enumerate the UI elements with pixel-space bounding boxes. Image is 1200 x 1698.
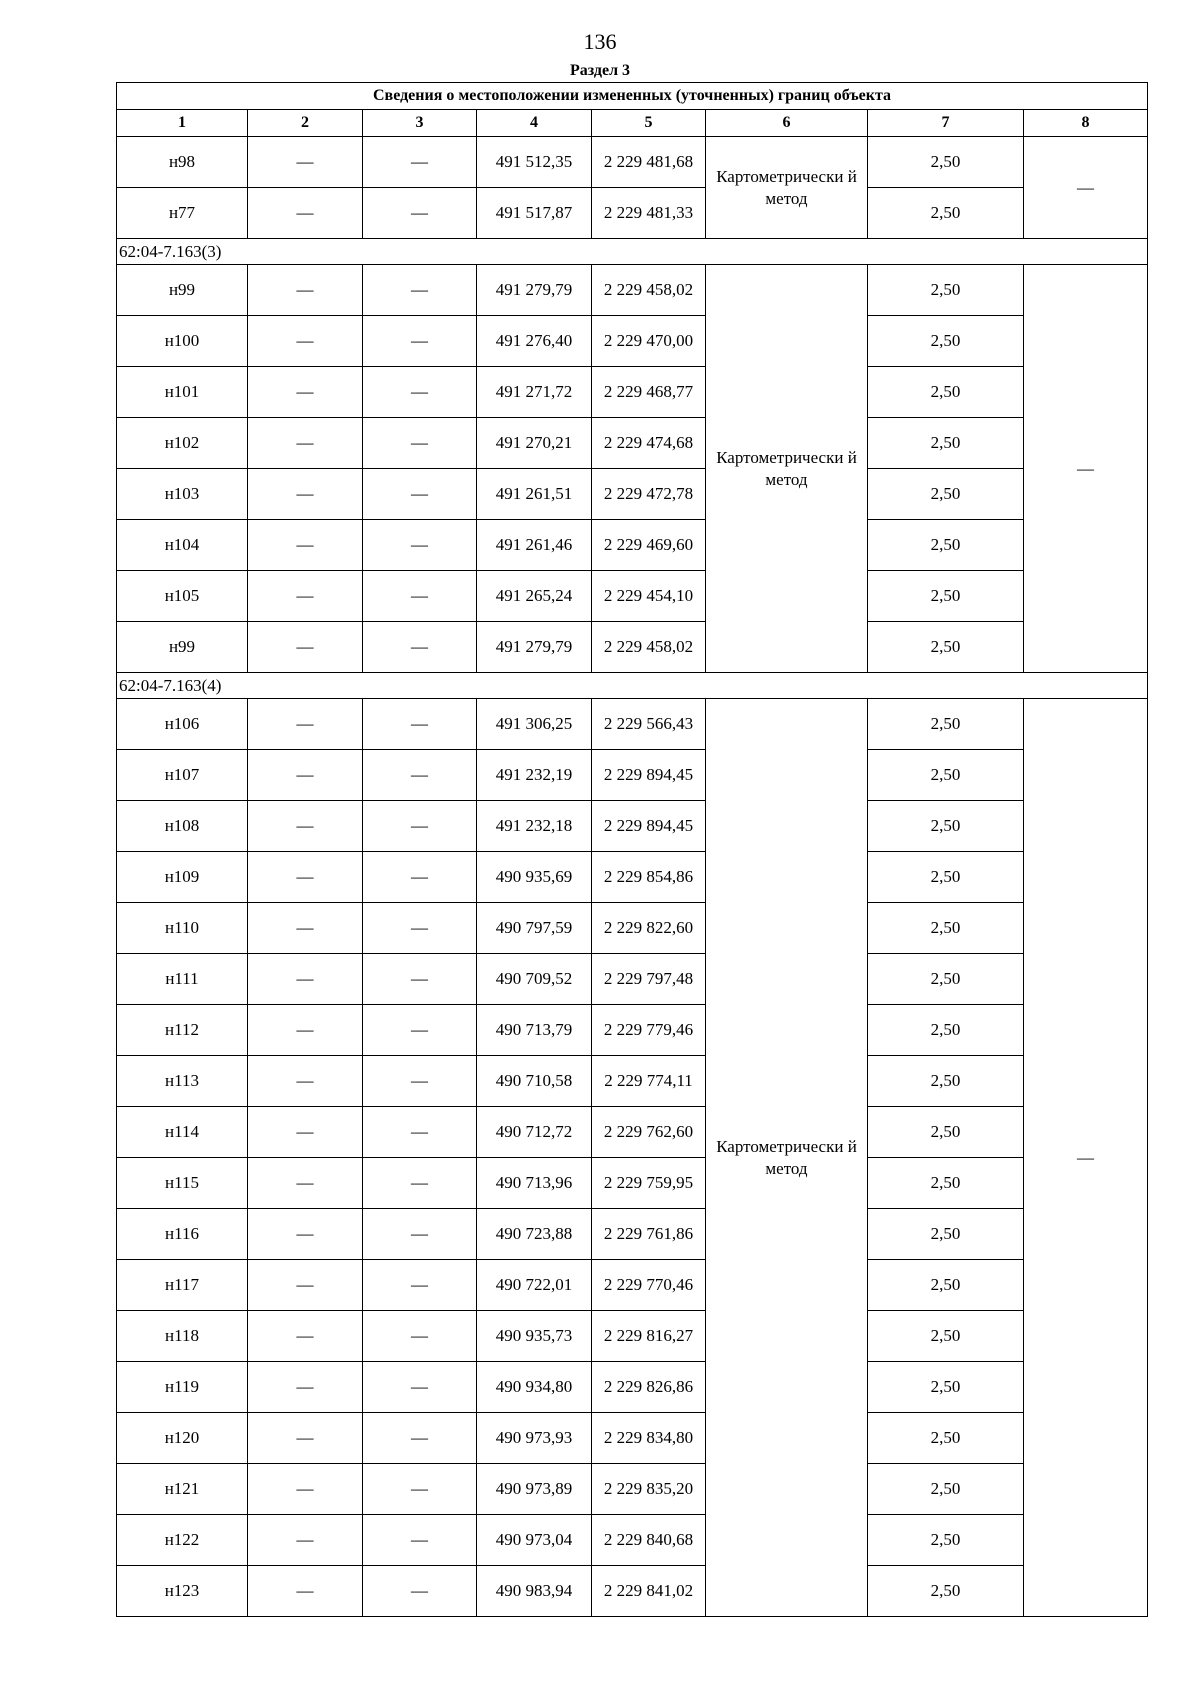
- x-coordinate-cell: 490 934,80: [477, 1362, 592, 1413]
- point-name-cell: н103: [117, 469, 248, 520]
- precision-cell: 2,50: [868, 1464, 1024, 1515]
- column-number: 5: [592, 110, 706, 137]
- column-number: 1: [117, 110, 248, 137]
- precision-cell: 2,50: [868, 265, 1024, 316]
- table-row: [117, 801, 1148, 852]
- precision-cell: 2,50: [868, 137, 1024, 188]
- y-coordinate-cell: 2 229 840,68: [592, 1515, 706, 1566]
- method-cell: Картометрически й метод: [706, 699, 868, 1617]
- column-3-cell: —: [363, 520, 477, 571]
- y-coordinate-cell: 2 229 854,86: [592, 852, 706, 903]
- table-row: [117, 1107, 1148, 1158]
- column-3-cell: —: [363, 1107, 477, 1158]
- y-coordinate-cell: 2 229 468,77: [592, 367, 706, 418]
- precision-cell: 2,50: [868, 1566, 1024, 1617]
- point-name-cell: н120: [117, 1413, 248, 1464]
- column-3-cell: —: [363, 367, 477, 418]
- precision-cell: 2,50: [868, 188, 1024, 239]
- x-coordinate-cell: 490 712,72: [477, 1107, 592, 1158]
- column-3-cell: —: [363, 265, 477, 316]
- y-coordinate-cell: 2 229 469,60: [592, 520, 706, 571]
- x-coordinate-cell: 490 797,59: [477, 903, 592, 954]
- x-coordinate-cell: 490 973,04: [477, 1515, 592, 1566]
- column-3-cell: —: [363, 1566, 477, 1617]
- column-3-cell: —: [363, 1362, 477, 1413]
- point-name-cell: н106: [117, 699, 248, 750]
- column-2-cell: —: [248, 1209, 363, 1260]
- y-coordinate-cell: 2 229 481,68: [592, 137, 706, 188]
- precision-cell: 2,50: [868, 1158, 1024, 1209]
- point-name-cell: н104: [117, 520, 248, 571]
- precision-cell: 2,50: [868, 750, 1024, 801]
- x-coordinate-cell: 490 973,89: [477, 1464, 592, 1515]
- precision-cell: 2,50: [868, 1362, 1024, 1413]
- table-row: [117, 852, 1148, 903]
- table-caption: Сведения о местоположении измененных (уточненных) границ объекта: [117, 83, 1148, 110]
- column-2-cell: —: [248, 1260, 363, 1311]
- x-coordinate-cell: 490 983,94: [477, 1566, 592, 1617]
- point-name-cell: н109: [117, 852, 248, 903]
- x-coordinate-cell: 491 270,21: [477, 418, 592, 469]
- precision-cell: 2,50: [868, 1515, 1024, 1566]
- precision-cell: 2,50: [868, 1209, 1024, 1260]
- point-name-cell: н77: [117, 188, 248, 239]
- method-cell: Картометрически й метод: [706, 137, 868, 239]
- precision-cell: 2,50: [868, 1413, 1024, 1464]
- column-3-cell: —: [363, 852, 477, 903]
- column-2-cell: —: [248, 903, 363, 954]
- precision-cell: 2,50: [868, 520, 1024, 571]
- x-coordinate-cell: 490 973,93: [477, 1413, 592, 1464]
- y-coordinate-cell: 2 229 894,45: [592, 801, 706, 852]
- column-2-cell: —: [248, 1056, 363, 1107]
- y-coordinate-cell: 2 229 474,68: [592, 418, 706, 469]
- column-2-cell: —: [248, 1158, 363, 1209]
- y-coordinate-cell: 2 229 826,86: [592, 1362, 706, 1413]
- column-3-cell: —: [363, 1515, 477, 1566]
- table-row: [117, 1209, 1148, 1260]
- point-name-cell: н123: [117, 1566, 248, 1617]
- column-2-cell: —: [248, 1464, 363, 1515]
- column-3-cell: —: [363, 1260, 477, 1311]
- y-coordinate-cell: 2 229 762,60: [592, 1107, 706, 1158]
- x-coordinate-cell: 490 710,58: [477, 1056, 592, 1107]
- precision-cell: 2,50: [868, 367, 1024, 418]
- table-row: [117, 1464, 1148, 1515]
- column-2-cell: —: [248, 699, 363, 750]
- y-coordinate-cell: 2 229 566,43: [592, 699, 706, 750]
- column-3-cell: —: [363, 316, 477, 367]
- table-row: [117, 469, 1148, 520]
- point-name-cell: н119: [117, 1362, 248, 1413]
- column-8-cell: —: [1024, 265, 1148, 673]
- table-row: [117, 1260, 1148, 1311]
- column-2-cell: —: [248, 520, 363, 571]
- table-row: [117, 1311, 1148, 1362]
- table-row: [117, 903, 1148, 954]
- column-2-cell: —: [248, 1413, 363, 1464]
- x-coordinate-cell: 491 271,72: [477, 367, 592, 418]
- precision-cell: 2,50: [868, 469, 1024, 520]
- x-coordinate-cell: 491 265,24: [477, 571, 592, 622]
- column-2-cell: —: [248, 188, 363, 239]
- column-2-cell: —: [248, 954, 363, 1005]
- y-coordinate-cell: 2 229 481,33: [592, 188, 706, 239]
- table-row: [117, 367, 1148, 418]
- x-coordinate-cell: 490 722,01: [477, 1260, 592, 1311]
- column-3-cell: —: [363, 903, 477, 954]
- table-row: [117, 1413, 1148, 1464]
- boundary-points-table: [116, 82, 1148, 1617]
- group-label: 62:04-7.163(4): [117, 673, 1148, 699]
- column-2-cell: —: [248, 469, 363, 520]
- x-coordinate-cell: 491 279,79: [477, 622, 592, 673]
- point-name-cell: н111: [117, 954, 248, 1005]
- x-coordinate-cell: 491 517,87: [477, 188, 592, 239]
- column-3-cell: —: [363, 1158, 477, 1209]
- table-caption-row: [117, 83, 1148, 110]
- point-name-cell: н100: [117, 316, 248, 367]
- column-3-cell: —: [363, 1311, 477, 1362]
- column-number: 4: [477, 110, 592, 137]
- column-2-cell: —: [248, 750, 363, 801]
- column-2-cell: —: [248, 418, 363, 469]
- precision-cell: 2,50: [868, 852, 1024, 903]
- y-coordinate-cell: 2 229 458,02: [592, 265, 706, 316]
- precision-cell: 2,50: [868, 571, 1024, 622]
- column-number-row: [117, 110, 1148, 137]
- point-name-cell: н122: [117, 1515, 248, 1566]
- y-coordinate-cell: 2 229 835,20: [592, 1464, 706, 1515]
- group-label: 62:04-7.163(3): [117, 239, 1148, 265]
- column-2-cell: —: [248, 1515, 363, 1566]
- table-row: [117, 954, 1148, 1005]
- x-coordinate-cell: 491 261,46: [477, 520, 592, 571]
- y-coordinate-cell: 2 229 454,10: [592, 571, 706, 622]
- point-name-cell: н114: [117, 1107, 248, 1158]
- precision-cell: 2,50: [868, 903, 1024, 954]
- column-3-cell: —: [363, 469, 477, 520]
- table-row: [117, 418, 1148, 469]
- column-3-cell: —: [363, 188, 477, 239]
- precision-cell: 2,50: [868, 1260, 1024, 1311]
- column-2-cell: —: [248, 622, 363, 673]
- precision-cell: 2,50: [868, 418, 1024, 469]
- column-2-cell: —: [248, 1107, 363, 1158]
- table-row: [117, 1056, 1148, 1107]
- column-3-cell: —: [363, 750, 477, 801]
- point-name-cell: н115: [117, 1158, 248, 1209]
- y-coordinate-cell: 2 229 894,45: [592, 750, 706, 801]
- table-row: [117, 750, 1148, 801]
- column-8-cell: —: [1024, 137, 1148, 239]
- y-coordinate-cell: 2 229 841,02: [592, 1566, 706, 1617]
- table-row: [117, 188, 1148, 239]
- column-3-cell: —: [363, 137, 477, 188]
- precision-cell: 2,50: [868, 622, 1024, 673]
- point-name-cell: н117: [117, 1260, 248, 1311]
- column-2-cell: —: [248, 137, 363, 188]
- column-3-cell: —: [363, 1413, 477, 1464]
- column-3-cell: —: [363, 1005, 477, 1056]
- y-coordinate-cell: 2 229 779,46: [592, 1005, 706, 1056]
- x-coordinate-cell: 490 713,96: [477, 1158, 592, 1209]
- table-row: [117, 571, 1148, 622]
- point-name-cell: н110: [117, 903, 248, 954]
- point-name-cell: н107: [117, 750, 248, 801]
- x-coordinate-cell: 491 279,79: [477, 265, 592, 316]
- point-name-cell: н102: [117, 418, 248, 469]
- table-row: [117, 265, 1148, 316]
- column-number: 3: [363, 110, 477, 137]
- column-8-cell: —: [1024, 699, 1148, 1617]
- precision-cell: 2,50: [868, 1107, 1024, 1158]
- x-coordinate-cell: 491 512,35: [477, 137, 592, 188]
- column-2-cell: —: [248, 571, 363, 622]
- column-3-cell: —: [363, 954, 477, 1005]
- y-coordinate-cell: 2 229 797,48: [592, 954, 706, 1005]
- column-3-cell: —: [363, 622, 477, 673]
- column-3-cell: —: [363, 1464, 477, 1515]
- precision-cell: 2,50: [868, 1311, 1024, 1362]
- column-number: 2: [248, 110, 363, 137]
- point-name-cell: н121: [117, 1464, 248, 1515]
- table-row: [117, 316, 1148, 367]
- column-3-cell: —: [363, 571, 477, 622]
- x-coordinate-cell: 490 723,88: [477, 1209, 592, 1260]
- precision-cell: 2,50: [868, 801, 1024, 852]
- table-row: [117, 1158, 1148, 1209]
- x-coordinate-cell: 490 935,73: [477, 1311, 592, 1362]
- point-name-cell: н105: [117, 571, 248, 622]
- precision-cell: 2,50: [868, 699, 1024, 750]
- point-name-cell: н118: [117, 1311, 248, 1362]
- section-title: Раздел 3: [569, 62, 631, 79]
- y-coordinate-cell: 2 229 770,46: [592, 1260, 706, 1311]
- point-name-cell: н99: [117, 622, 248, 673]
- y-coordinate-cell: 2 229 822,60: [592, 903, 706, 954]
- precision-cell: 2,50: [868, 316, 1024, 367]
- table-row: [117, 520, 1148, 571]
- x-coordinate-cell: 491 276,40: [477, 316, 592, 367]
- table-row: [117, 699, 1148, 750]
- table-body: [117, 83, 1148, 1617]
- table-row: [117, 1362, 1148, 1413]
- table-row: [117, 1515, 1148, 1566]
- point-name-cell: н101: [117, 367, 248, 418]
- column-2-cell: —: [248, 265, 363, 316]
- column-3-cell: —: [363, 1056, 477, 1107]
- y-coordinate-cell: 2 229 816,27: [592, 1311, 706, 1362]
- column-2-cell: —: [248, 1311, 363, 1362]
- x-coordinate-cell: 490 709,52: [477, 954, 592, 1005]
- point-name-cell: н112: [117, 1005, 248, 1056]
- x-coordinate-cell: 491 261,51: [477, 469, 592, 520]
- precision-cell: 2,50: [868, 1056, 1024, 1107]
- column-2-cell: —: [248, 367, 363, 418]
- method-cell: Картометрически й метод: [706, 265, 868, 673]
- column-3-cell: —: [363, 699, 477, 750]
- y-coordinate-cell: 2 229 458,02: [592, 622, 706, 673]
- y-coordinate-cell: 2 229 761,86: [592, 1209, 706, 1260]
- point-name-cell: н98: [117, 137, 248, 188]
- column-2-cell: —: [248, 1566, 363, 1617]
- point-name-cell: н108: [117, 801, 248, 852]
- precision-cell: 2,50: [868, 954, 1024, 1005]
- table-row: [117, 1566, 1148, 1617]
- column-2-cell: —: [248, 316, 363, 367]
- table-row: [117, 137, 1148, 188]
- column-2-cell: —: [248, 801, 363, 852]
- column-3-cell: —: [363, 801, 477, 852]
- x-coordinate-cell: 490 935,69: [477, 852, 592, 903]
- group-label-row: [117, 239, 1148, 265]
- column-number: 8: [1024, 110, 1148, 137]
- table-row: [117, 622, 1148, 673]
- point-name-cell: н99: [117, 265, 248, 316]
- point-name-cell: н116: [117, 1209, 248, 1260]
- column-2-cell: —: [248, 1362, 363, 1413]
- point-name-cell: н113: [117, 1056, 248, 1107]
- column-2-cell: —: [248, 852, 363, 903]
- group-label-row: [117, 673, 1148, 699]
- y-coordinate-cell: 2 229 759,95: [592, 1158, 706, 1209]
- x-coordinate-cell: 490 713,79: [477, 1005, 592, 1056]
- y-coordinate-cell: 2 229 470,00: [592, 316, 706, 367]
- y-coordinate-cell: 2 229 774,11: [592, 1056, 706, 1107]
- x-coordinate-cell: 491 306,25: [477, 699, 592, 750]
- column-3-cell: —: [363, 418, 477, 469]
- y-coordinate-cell: 2 229 834,80: [592, 1413, 706, 1464]
- y-coordinate-cell: 2 229 472,78: [592, 469, 706, 520]
- x-coordinate-cell: 491 232,19: [477, 750, 592, 801]
- page-number: 136: [583, 29, 617, 54]
- column-3-cell: —: [363, 1209, 477, 1260]
- column-number: 7: [868, 110, 1024, 137]
- table-row: [117, 1005, 1148, 1056]
- precision-cell: 2,50: [868, 1005, 1024, 1056]
- x-coordinate-cell: 491 232,18: [477, 801, 592, 852]
- column-number: 6: [706, 110, 868, 137]
- column-2-cell: —: [248, 1005, 363, 1056]
